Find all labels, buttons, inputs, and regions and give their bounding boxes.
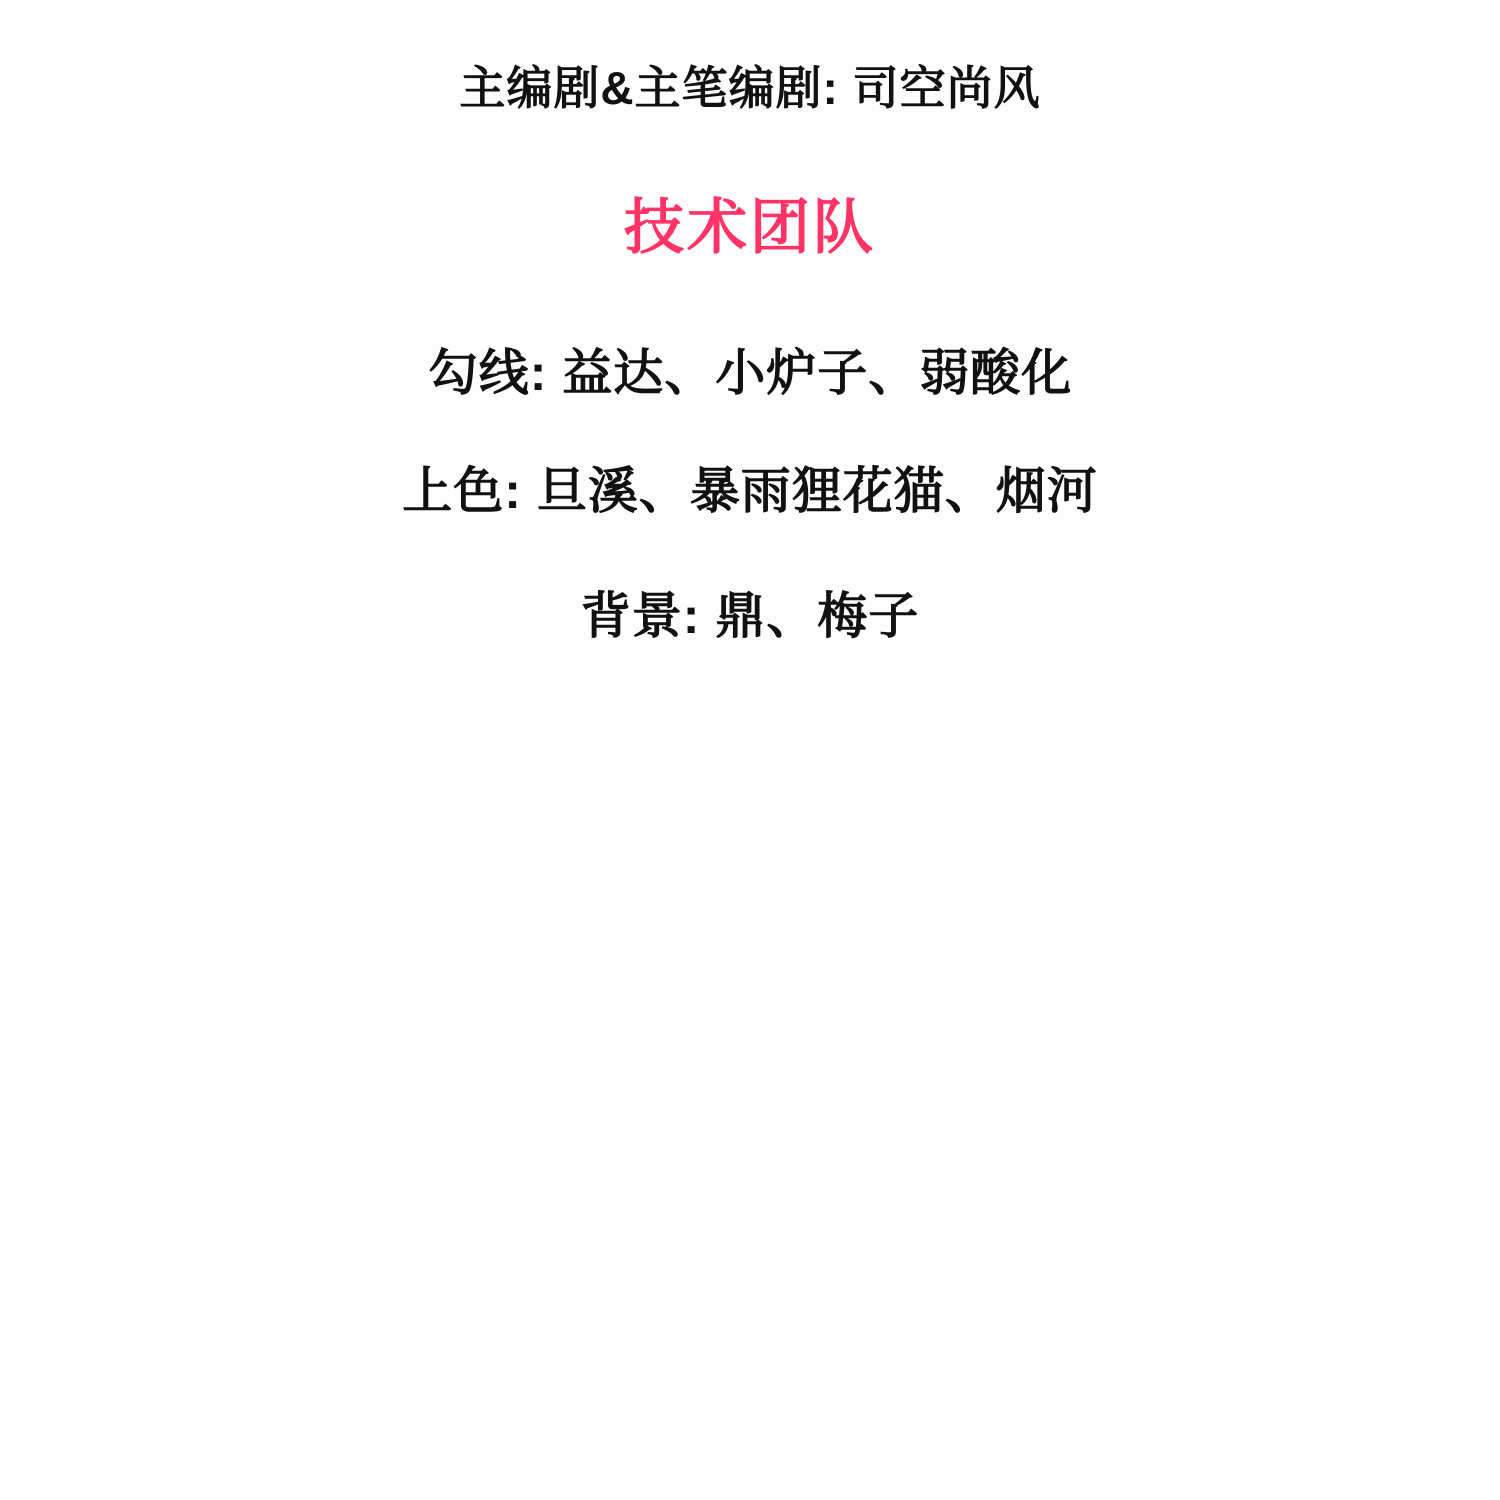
lineart-credit-line: 勾线: 益达、小炉子、弱酸化 [427,344,1073,401]
color-credit-line: 上色: 旦溪、暴雨狸花猫、烟河 [402,463,1098,519]
section-title-technical-team: 技术团队 [624,193,876,261]
background-credit-line: 背景: 鼎、梅子 [580,587,920,644]
writer-credit-line: 主编剧&主笔编剧: 司空尚风 [459,62,1041,114]
blank-area [0,647,1500,1467]
